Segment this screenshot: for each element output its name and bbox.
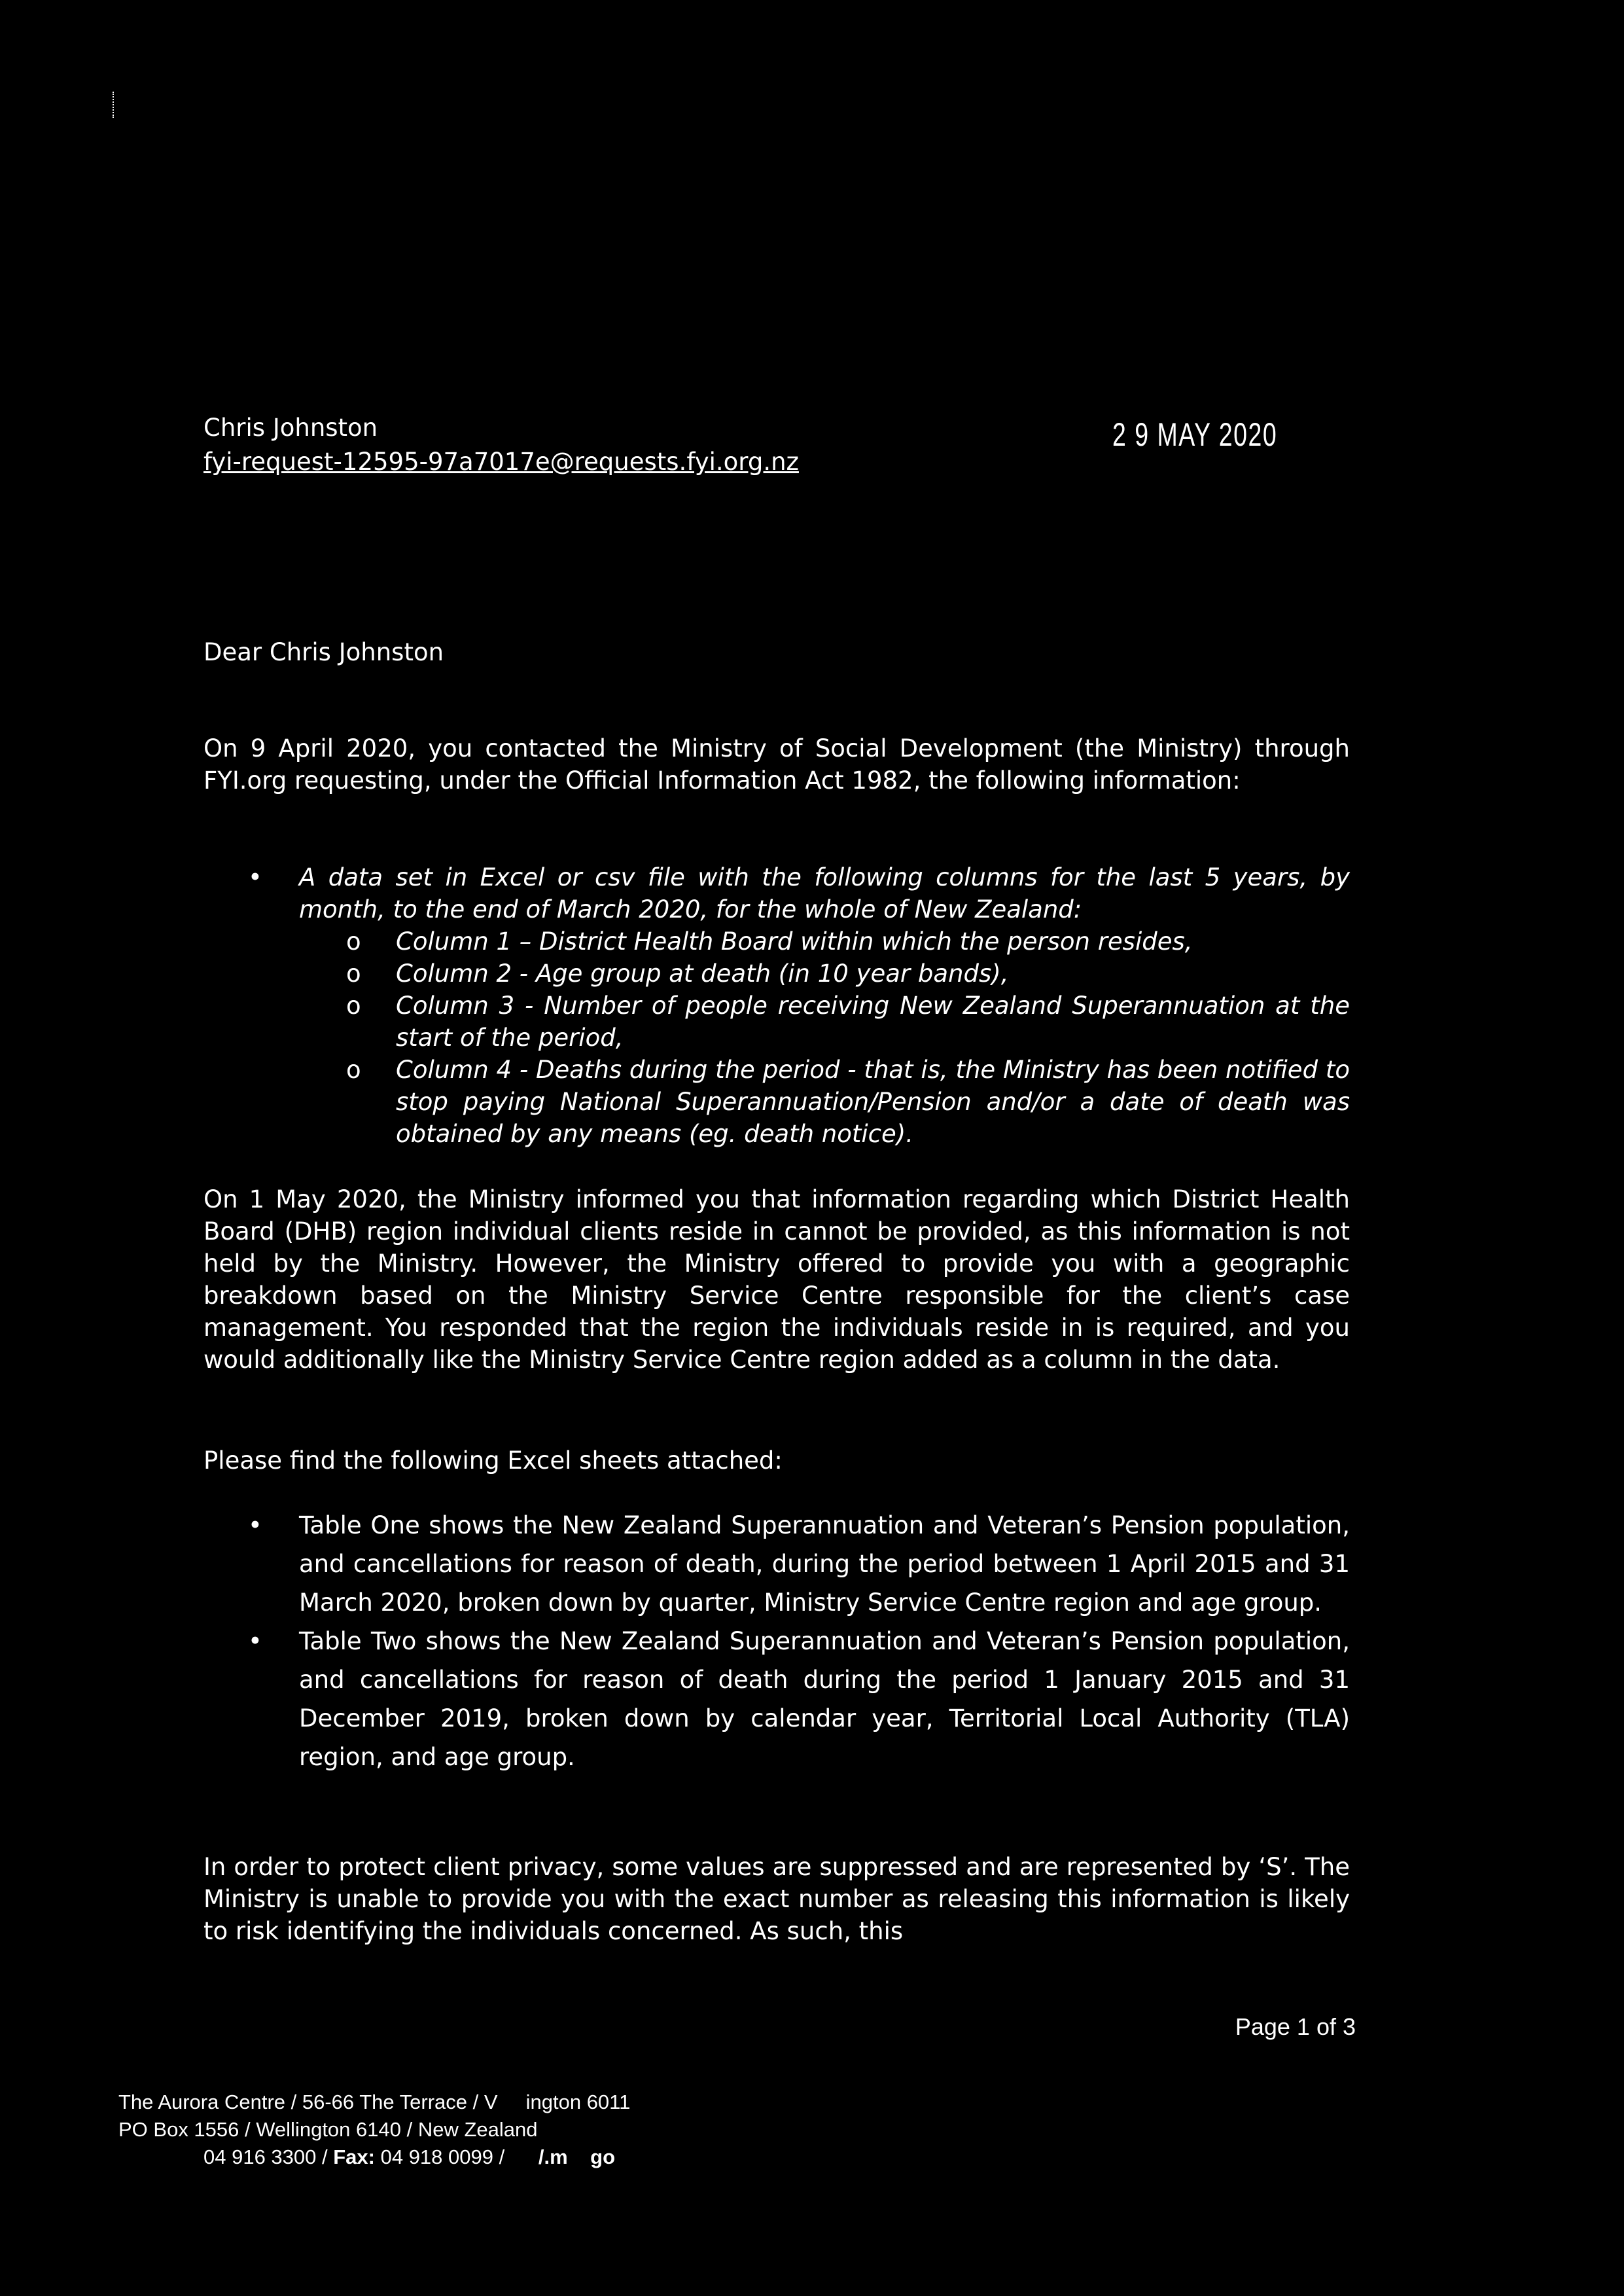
- footer-fax-label: Fax:: [333, 2145, 375, 2168]
- footer-phone: 04 916 3300 /: [203, 2145, 334, 2168]
- paragraph-attachments: Please find the following Excel sheets attached:: [203, 1446, 783, 1475]
- recipient-name: Chris Johnston: [203, 414, 378, 442]
- column-item: o Column 4 - Deaths during the period - that is, the Ministry has been notified to stop paying National Superannuation/Pension and/or a date of death was obtained by any means (eg. death notice).: [203, 1054, 1350, 1150]
- footer-fax: 04 918 0099 /: [374, 2145, 538, 2168]
- recipient-email-link[interactable]: fyi-request-12595-97a7017e@requests.fyi.org.nz: [203, 448, 799, 476]
- column-item: o Column 2 - Age group at death (in 10 year bands),: [203, 958, 1350, 990]
- paragraph-intro: On 9 April 2020, you contacted the Ministry of Social Development (the Ministry) through FYI.org requesting, under the Official Information Act 1982, the following information:: [203, 734, 1350, 795]
- footer-address: The Aurora Centre / 56-66 The Terrace / V ington 6011: [118, 2090, 631, 2113]
- column-item: o Column 1 – District Health Board within which the person resides,: [203, 925, 1350, 958]
- paragraph-response: On 1 May 2020, the Ministry informed you that information regarding which District Health Board (DHB) region individual clients reside in cannot be provided, as this information is not held by the Ministry. However, the Ministry offered to provide you with a geographic breakdown based on the Ministry Service Centre responsible for the client’s case management. You responded that the region the individuals reside in is required, and you would additionally like the Ministry Service Centre region added as a column in the data.: [203, 1185, 1350, 1374]
- recipient-block: [203, 411, 799, 479]
- footer-po-box: PO Box 1556 / Wellington 6140 / New Zealand: [118, 2118, 538, 2141]
- request-bullet: • A data set in Excel or csv file with the following columns for the last 5 years, by month, to the end of March 2020, for the whole of New Zealand:: [203, 861, 1350, 925]
- table-two-item: • Table Two shows the New Zealand Superannuation and Veteran’s Pension population, and cancellations for reason of death during the period 1 January 2015 and 31 December 2019, broken down by calendar year, Territorial Local Authority (TLA) region, and age group.: [203, 1622, 1350, 1776]
- paragraph-privacy: In order to protect client privacy, some values are suppressed and are represented by ‘S’. The Ministry is unable to provide you with the exact number as releasing this information is likely to risk identifying the individuals concerned. As such, this: [203, 1853, 1350, 1945]
- footer: [118, 2089, 630, 2171]
- scan-mark: [113, 92, 116, 118]
- footer-contact: [118, 2144, 630, 2171]
- salutation: Dear Chris Johnston: [203, 638, 444, 666]
- footer-web: /.m go: [538, 2145, 616, 2168]
- tables-list: [203, 1506, 1350, 1776]
- date-stamp: 2 9 MAY 2020: [1112, 416, 1278, 453]
- table-one-item: • Table One shows the New Zealand Superannuation and Veteran’s Pension population, and cancellations for reason of death, during the period between 1 April 2015 and 31 March 2020, broken down by quarter, Ministry Service Centre region and age group.: [203, 1506, 1350, 1622]
- page-number: Page 1 of 3: [1235, 2013, 1356, 2040]
- request-list: [203, 861, 1350, 1150]
- column-item: o Column 3 - Number of people receiving New Zealand Superannuation at the start of the period,: [203, 990, 1350, 1054]
